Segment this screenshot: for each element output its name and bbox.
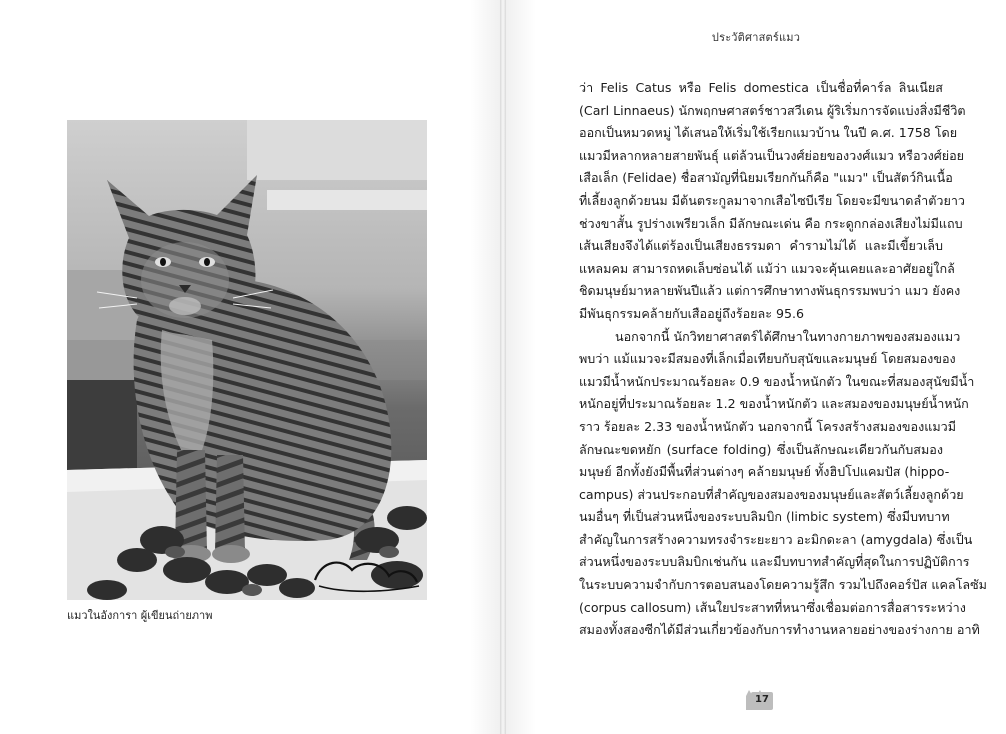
body-line: เสือเล็ก (Felidae) ชื่อสามัญที่นิยมเรียกกันก็คือ "แมว" เป็นสัตว์กินเนื้อ [579,170,953,186]
running-header: ประวัติศาสตร์แมว [711,31,801,44]
body-line: พบว่า แม้แมวจะมีสมองที่เล็กเมื่อเทียบกับสุนัขและมนุษย์ โดยสมองของ [579,351,956,367]
body-line: ลักษณะขดหยัก (surface folding) ซึ่งเป็นลักษณะเดียวกันกับสมอง [579,441,943,457]
body-line: นอกจากนี้ นักวิทยาศาสตร์ได้ศึกษาในทางกายภาพของสมองแมว [615,328,961,344]
body-line: ราว ร้อยละ 2.33 ของน้ำหนักตัว นอกจากนี้ โครงสร้างสมองของแมวมี [579,418,957,434]
body-line: ออกเป็นหมวดหมู่ ได้เสนอให้เริ่มใช้เรียกแมวบ้าน ในปี ค.ศ. 1758 โดย [579,125,958,141]
body-line: ในระบบความจำกับการตอบสนองโดยความรู้สึก รวมไปถึงคอร์ปัส แคลโลซัม [579,577,987,593]
cat-photo [67,120,427,600]
body-line: campus) ส่วนประกอบที่สำคัญของสมองของมนุษย์และสัตว์เลี้ยงลูกด้วย [579,486,964,502]
body-line: สำคัญในการสร้างความทรงจำระยะยาว อะมิกดะลา (amygdala) ซึ่งเป็น [579,531,973,547]
body-line: เส้นเสียงจึงได้แต่ร้องเป็นเสียงธรรมดา คำรามไม่ได้ และมีเขี้ยวเล็บ [579,238,943,254]
body-line: ส่วนหนึ่งของระบบลิมบิกเช่นกัน และมีบทบาทสำคัญที่สุดในการปฏิบัติการ [579,554,970,570]
photo-caption: แมวในอังการา ผู้เขียนถ่ายภาพ [67,609,213,622]
body-line: หนักอยู่ที่ประมาณร้อยละ 1.2 ของน้ำหนักตัว และสมองของมนุษย์น้ำหนัก [579,396,969,412]
body-line: ชิดมนุษย์มาหลายพันปีแล้ว แต่การศึกษาทางพันธุกรรมพบว่า แมว ยังคง [579,283,961,299]
body-line: ช่วงขาสั้น รูปร่างเพรียวเล็ก มีลักษณะเด่น คือ กระดูกกล่องเสียงไม่มีแถบ [579,215,963,231]
body-line: ว่า Felis Catus หรือ Felis domestica เป็นชื่อที่คาร์ล ลินเนียส [579,80,943,95]
body-line: ที่เลี้ยงลูกด้วยนม มีต้นตระกูลมาจากเสือไซบีเรีย โดยจะมีขนาดลำตัวยาว [579,192,966,208]
body-text [579,77,987,642]
body-line: สมองทั้งสองซีกได้มีส่วนเกี่ยวข้องกับการทำงานหลายอย่างของร่างกาย อาทิ [579,622,980,638]
body-line: แหลมคม สามารถหดเล็บซ่อนได้ แม้ว่า แมวจะคุ้นเคยและอาศัยอยู่ใกล้ [579,260,955,276]
body-line: มนุษย์ อีกทั้งยังมีพื้นที่ส่วนต่างๆ คล้ายมนุษย์ ทั้งฮิปโปแคมปัส (hippo- [579,464,950,480]
body-line: แมวมีหลากหลายสายพันธุ์ แต่ล้วนเป็นวงศ์ย่อยของวงศ์แมว หรือวงศ์ย่อย [579,147,965,163]
body-line: (corpus callosum) เส้นใยประสาทที่หนาซึ่งเชื่อมต่อการสื่อสารระหว่าง [579,599,966,615]
body-line: นมอื่นๆ ที่เป็นส่วนหนึ่งของระบบลิมบิก (limbic system) ซึ่งมีบทบาท [579,509,950,525]
body-line: แมวมีน้ำหนักประมาณร้อยละ 0.9 ของน้ำหนักตัว ในขณะที่สมองสุนัขมีน้ำ [579,373,975,389]
page-number-text: 17 [755,694,769,705]
page-number [743,688,773,710]
body-line: (Carl Linnaeus) นักพฤกษศาสตร์ชาวสวีเดน ผู้ริเริ่มการจัดแบ่งสิ่งมีชีวิต [579,102,966,118]
body-line: มีพันธุกรรมคล้ายกับเสืออยู่ถึงร้อยละ 95.6 [579,305,805,321]
